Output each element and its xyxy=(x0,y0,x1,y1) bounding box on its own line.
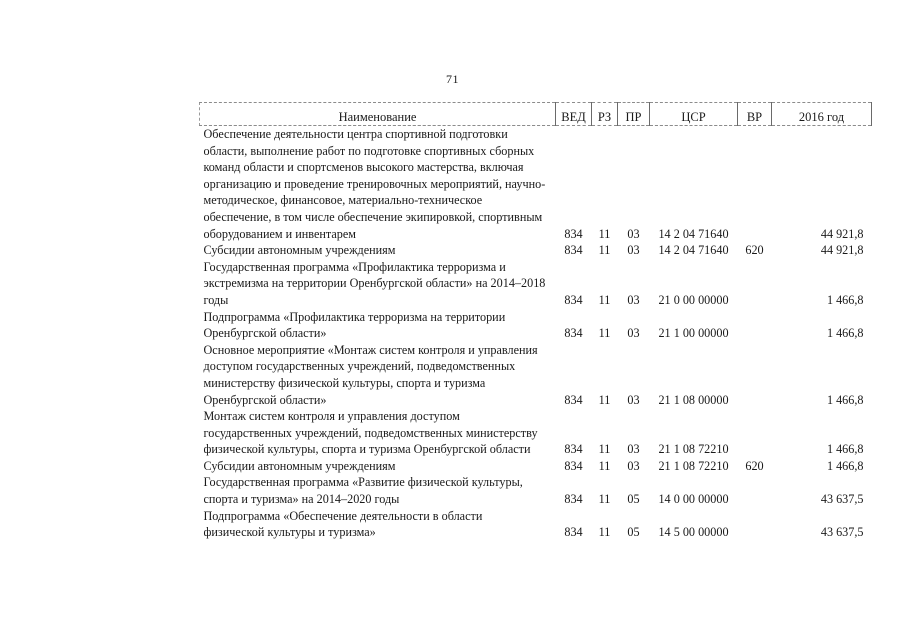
table-row xyxy=(200,309,872,342)
row-name: Субсидии автономным учреждениям xyxy=(203,458,396,473)
header-ved: ВЕД xyxy=(556,103,592,126)
row-ved: 834 xyxy=(564,392,583,407)
row-pr: 03 xyxy=(627,458,640,473)
row-pr: 03 xyxy=(627,226,640,241)
row-rz: 11 xyxy=(598,243,611,258)
table-row xyxy=(200,408,872,458)
row-csr: 14 2 04 71640 xyxy=(658,243,729,258)
row-vr xyxy=(738,126,772,243)
row-csr: 21 0 00 00000 xyxy=(658,292,729,307)
budget-table xyxy=(199,102,872,541)
row-sum: 44 921,8 xyxy=(820,226,864,241)
row-name: Подпрограмма «Обеспечение деятельности в области физической культуры и туризма» xyxy=(203,508,483,540)
row-ved: 834 xyxy=(564,492,583,507)
row-vr xyxy=(738,474,772,507)
row-sum: 44 921,8 xyxy=(820,243,864,258)
header-rz: РЗ xyxy=(592,103,618,126)
row-csr: 14 0 00 00000 xyxy=(658,492,729,507)
row-sum: 1 466,8 xyxy=(826,442,864,457)
header-csr: ЦСР xyxy=(650,103,738,126)
row-name: Основное мероприятие «Монтаж систем контроля и управления доступом государственных учреждений, подведомственных министерству физической культуры, спорта и туризма Оренбургской области» xyxy=(203,342,538,407)
row-pr: 03 xyxy=(627,326,640,341)
row-rz: 11 xyxy=(598,442,611,457)
table-row xyxy=(200,242,872,259)
row-pr: 05 xyxy=(627,492,640,507)
row-sum: 43 637,5 xyxy=(820,492,864,507)
header-vr: ВР xyxy=(738,103,772,126)
row-ved: 834 xyxy=(564,458,583,473)
header-sum: 2016 год xyxy=(772,103,872,126)
row-rz: 11 xyxy=(598,525,611,540)
row-pr: 03 xyxy=(627,392,640,407)
row-vr xyxy=(738,508,772,541)
page-number: 71 xyxy=(446,72,459,86)
row-csr: 14 2 04 71640 xyxy=(658,226,729,241)
table-row xyxy=(200,508,872,541)
budget-table-container xyxy=(199,102,871,541)
row-rz: 11 xyxy=(598,392,611,407)
row-sum: 1 466,8 xyxy=(826,392,864,407)
row-ved: 834 xyxy=(564,226,583,241)
row-vr xyxy=(738,259,772,309)
row-csr: 21 1 08 00000 xyxy=(658,392,729,407)
row-vr xyxy=(738,309,772,342)
row-ved: 834 xyxy=(564,525,583,540)
row-rz: 11 xyxy=(598,492,611,507)
row-rz: 11 xyxy=(598,326,611,341)
row-sum: 43 637,5 xyxy=(820,525,864,540)
row-csr: 21 1 08 72210 xyxy=(658,442,729,457)
row-rz: 11 xyxy=(598,458,611,473)
table-row xyxy=(200,458,872,475)
row-name: Монтаж систем контроля и управления доступом государственных учреждений, подведомственных министерству физической культуры, спорта и туризма Оренбургской области xyxy=(203,409,538,457)
row-pr: 03 xyxy=(627,243,640,258)
header-name: Наименование xyxy=(200,103,556,126)
table-header-row xyxy=(200,103,872,126)
row-name: Государственная программа «Профилактика терроризма и экстремизма на территории Оренбургской области» на 2014–2018 годы xyxy=(203,259,546,307)
row-sum: 1 466,8 xyxy=(826,458,864,473)
row-ved: 834 xyxy=(564,326,583,341)
table-row xyxy=(200,259,872,309)
row-name: Субсидии автономным учреждениям xyxy=(203,243,396,258)
row-name: Государственная программа «Развитие физической культуры, спорта и туризма» на 2014–2020 годы xyxy=(203,475,523,507)
row-vr xyxy=(738,342,772,408)
row-name: Обеспечение деятельности центра спортивной подготовки области, выполнение работ по подготовке спортивных сборных команд области и спортсменов высокого мастерства, включая организацию и проведение тренировочных мероприятий, научно-методическое, финансовое, материально-техническое обеспечение, в том числе обеспечение экипировкой, спортивным оборудованием и инвентарем xyxy=(203,127,546,241)
row-csr: 21 1 08 72210 xyxy=(658,458,729,473)
row-rz: 11 xyxy=(598,226,611,241)
table-row xyxy=(200,474,872,507)
row-sum: 1 466,8 xyxy=(826,292,864,307)
row-ved: 834 xyxy=(564,292,583,307)
row-vr: 620 xyxy=(745,243,764,258)
table-row xyxy=(200,126,872,243)
row-csr: 14 5 00 00000 xyxy=(658,525,729,540)
row-pr: 05 xyxy=(627,525,640,540)
row-ved: 834 xyxy=(564,442,583,457)
row-rz: 11 xyxy=(598,292,611,307)
row-name: Подпрограмма «Профилактика терроризма на территории Оренбургской области» xyxy=(203,309,506,341)
table-row xyxy=(200,342,872,408)
row-ved: 834 xyxy=(564,243,583,258)
row-vr: 620 xyxy=(745,458,764,473)
row-sum: 1 466,8 xyxy=(826,326,864,341)
row-pr: 03 xyxy=(627,292,640,307)
row-csr: 21 1 00 00000 xyxy=(658,326,729,341)
row-vr xyxy=(738,408,772,458)
header-pr: ПР xyxy=(618,103,650,126)
row-pr: 03 xyxy=(627,442,640,457)
